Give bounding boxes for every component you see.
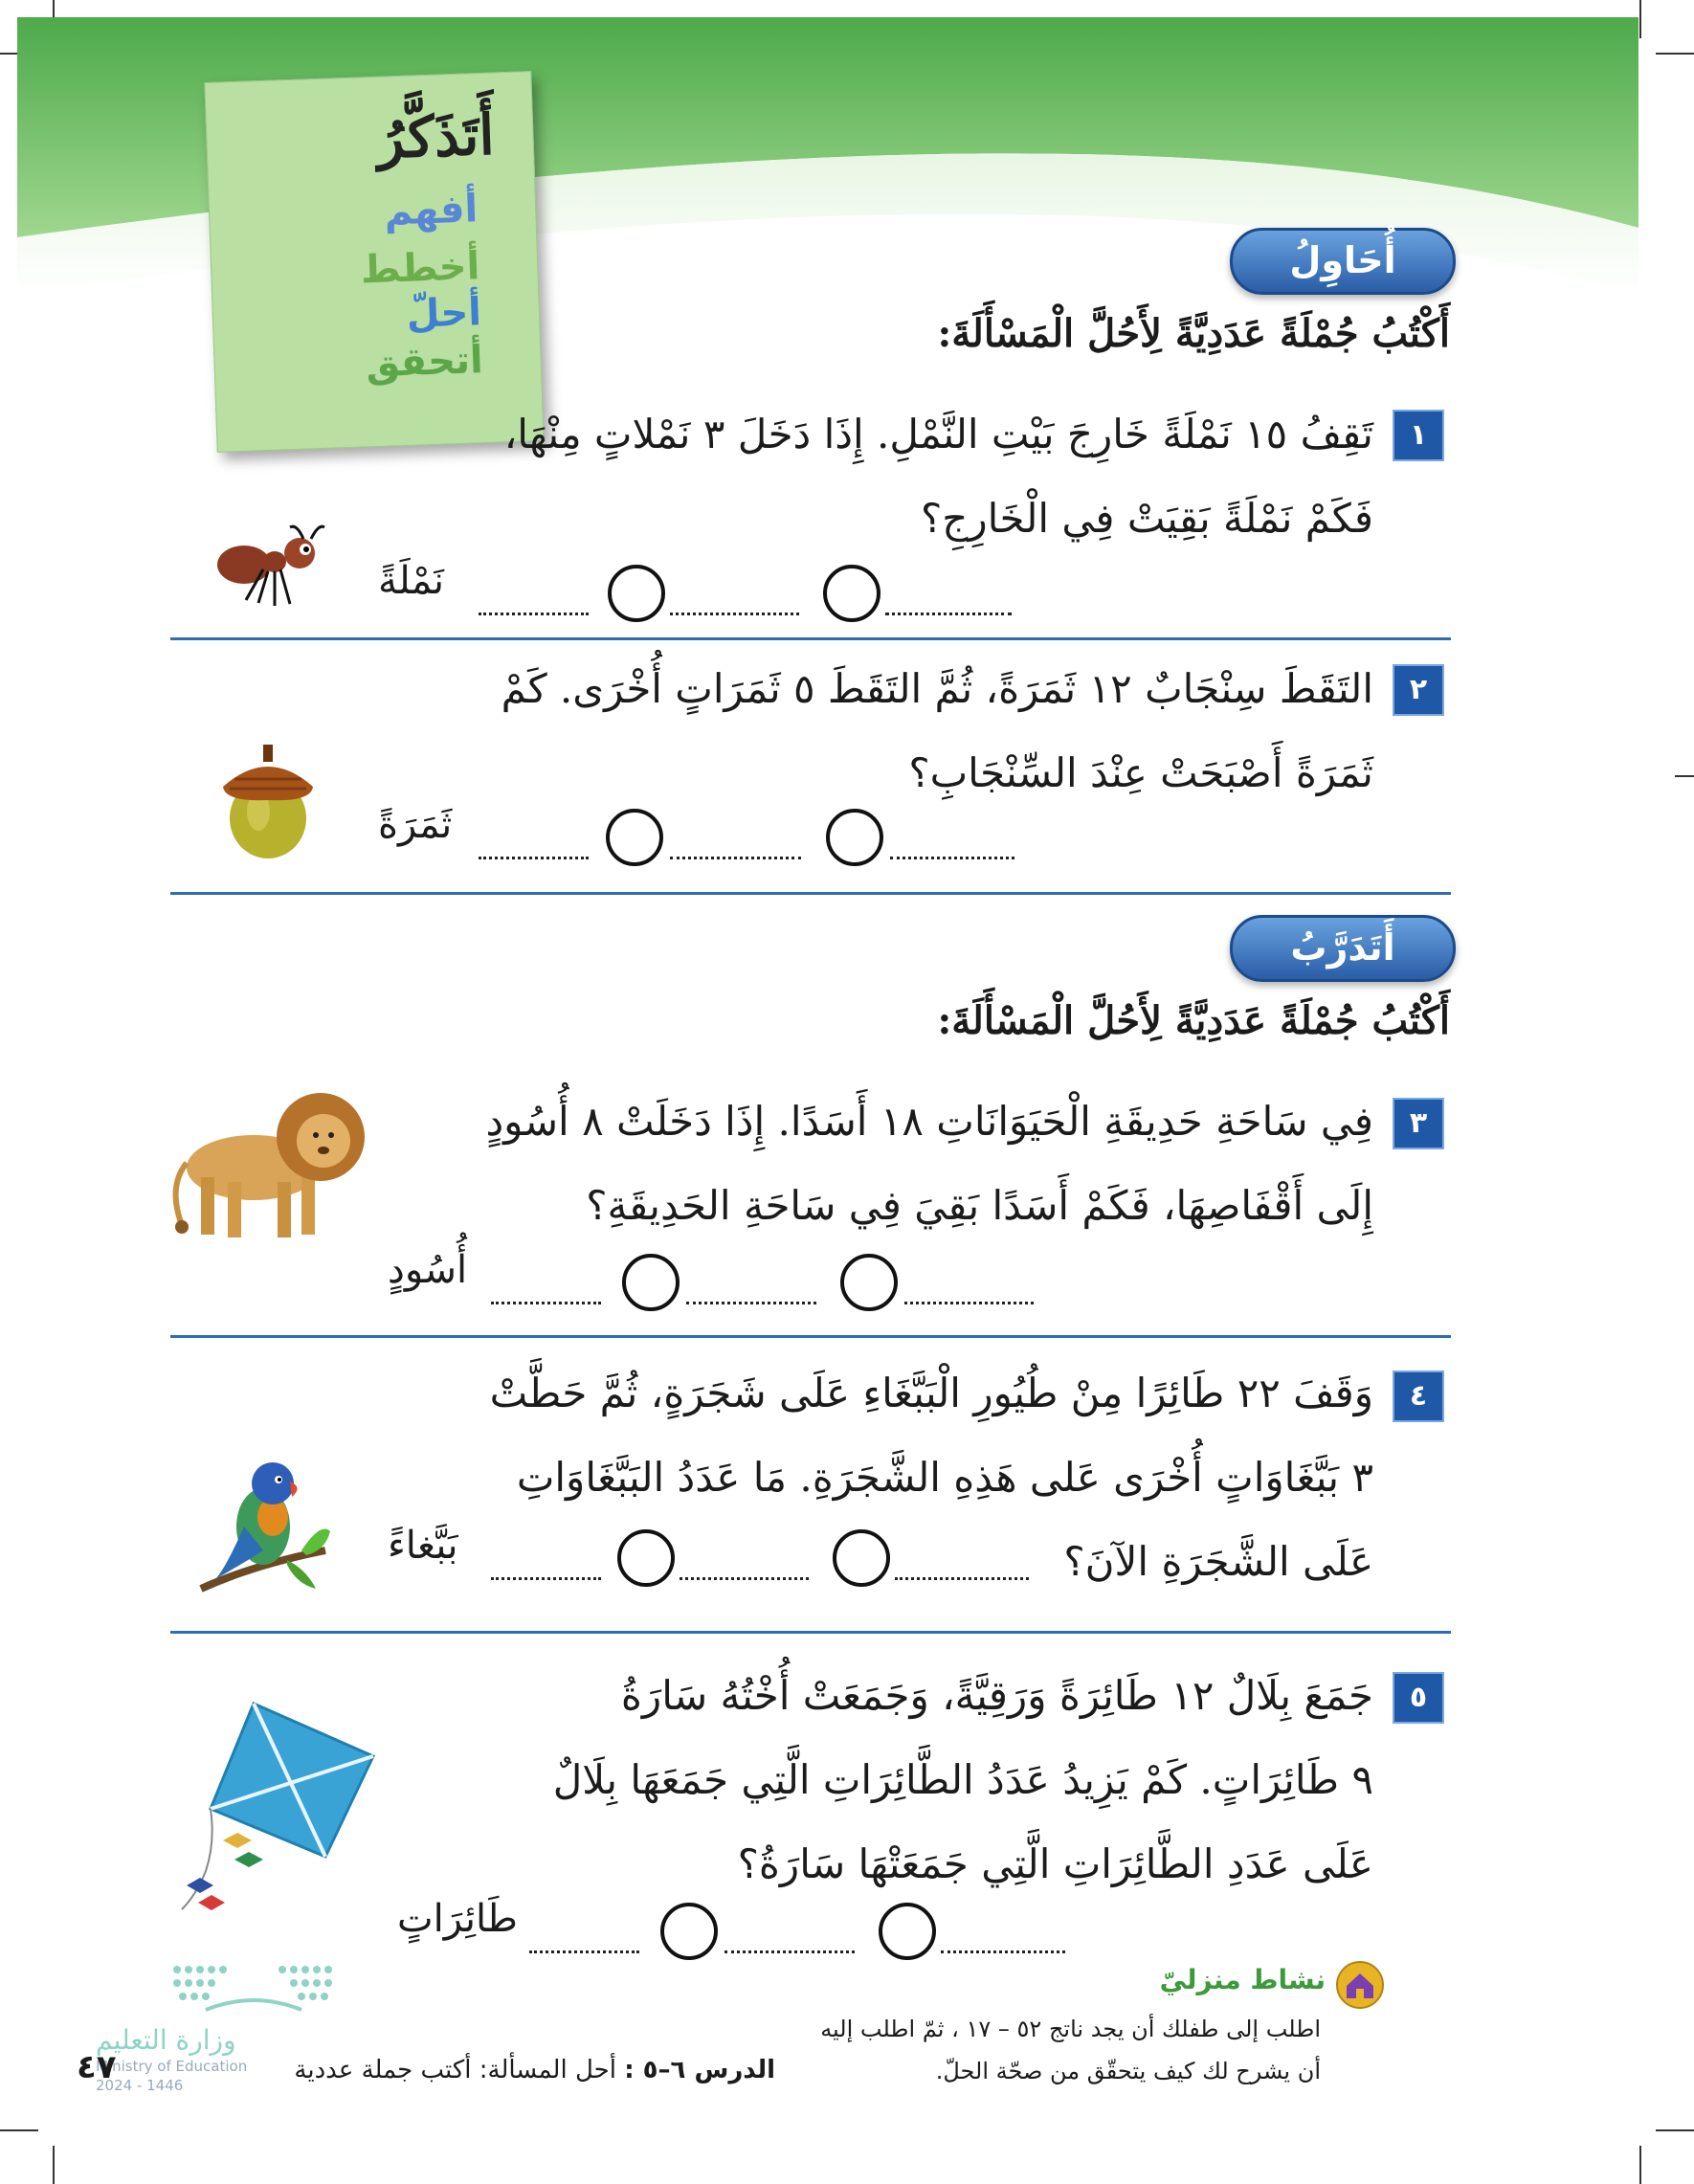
answer-blank[interactable] (670, 857, 801, 859)
parrot-icon (196, 1455, 335, 1598)
operator-circle[interactable] (826, 809, 883, 866)
equals-circle[interactable] (606, 809, 663, 866)
answer-blank[interactable] (890, 857, 1014, 859)
divider (170, 1631, 1451, 1634)
answer-blank[interactable] (479, 857, 589, 859)
try-section-label: أُحَاوِلُ (1230, 228, 1456, 295)
ministry-name-en: Ministry of Education (96, 2058, 248, 2075)
problem-text: فِي سَاحَةِ حَدِيقَةِ الْحَيَوَانَاتِ ١٨ أَسَدًا. إِذَا دَخَلَتْ ٨ أُسُودٍ إِلَى أَقْفَاصِهَا، فَكَمْ أَسَدًا بَقِيَ فِي سَاحَةِ الحَدِيقَةِ؟ (485, 1098, 1373, 1229)
operator-circle[interactable] (833, 1529, 890, 1587)
house-icon (1335, 1960, 1385, 2010)
crop-mark (53, 2146, 55, 2184)
step-understand: أفهم (383, 187, 479, 234)
answer-unit: ثَمَرَةً (378, 803, 453, 847)
answer-blank[interactable] (680, 1577, 809, 1580)
problem-number: ٤ (1393, 1371, 1444, 1422)
problem-text: وَقَفَ ٢٢ طَائِرًا مِنْ طُيُورِ الْبَبَّغَاءِ عَلَى شَجَرَةٍ، ثُمَّ حَطَّتْ ٣ بَبَّغَاوَاتٍ أُخْرَى عَلى هَذِهِ الشَّجَرَةِ. مَا عَدَدُ البَبَّغَاوَاتِ عَلَى الشَّجَرَةِ الآنَ؟ (489, 1370, 1373, 1585)
try-instruction: أَكْتُبُ جُمْلَةً عَدَدِيَّةً لِأَحُلَّ الْمَسْأَلَةَ: (937, 311, 1450, 356)
answer-blank[interactable] (941, 1950, 1065, 1953)
crop-mark (0, 2129, 38, 2131)
answer-unit: بَبَّغاءً (388, 1524, 458, 1568)
crop-mark (1656, 2129, 1694, 2131)
answer-unit: أُسُودٍ (388, 1248, 468, 1292)
answer-blank[interactable] (904, 1302, 1034, 1304)
problem-number: ١ (1393, 410, 1444, 461)
problem-text: تَقِفُ ١٥ نَمْلَةً خَارِجَ بَيْتِ النَّمْلِ. إِذَا دَخَلَ ٣ نَمْلاتٍ مِنْهَا، فَكَمْ نَمْلَةً بَقِيَتْ فِي الْخَارِجِ؟ (503, 411, 1373, 542)
ant-icon (215, 522, 330, 617)
answer-blank[interactable] (724, 1950, 855, 1953)
answer-blank[interactable] (491, 1302, 601, 1304)
crop-mark (1656, 53, 1694, 55)
crop-mark (1639, 2146, 1641, 2184)
answer-row (388, 1248, 1096, 1311)
step-check: أتحقق (365, 338, 484, 387)
ministry-name-ar: وزارة التعليم (96, 2024, 236, 2056)
divider (170, 892, 1451, 895)
operator-circle[interactable] (879, 1903, 936, 1960)
answer-blank[interactable] (895, 1577, 1029, 1580)
answer-row (378, 803, 1086, 866)
lion-icon (163, 1081, 368, 1244)
crop-mark (1639, 0, 1641, 38)
lesson-label: الدرس ٦–٥ : (624, 2056, 775, 2084)
equals-circle[interactable] (617, 1529, 675, 1587)
edition-year: 2024 - 1446 (96, 2077, 184, 2094)
answer-blank[interactable] (686, 1302, 816, 1304)
crop-mark (1675, 775, 1694, 777)
home-activity-text: اطلب إلى طفلك أن يجد ناتج ٥٢ – ١٧ ، ثمّ اطلب إليه أن يشرح لك كيف يتحقّق من صحّة الحلّ. (820, 2016, 1321, 2084)
page-number: ٤٧ (77, 2048, 117, 2086)
practice-section-label: أَتَدَرَّبُ (1230, 915, 1456, 982)
problem-text: جَمَعَ بِلَالٌ ١٢ طَائِرَةً وَرَقِيَّةً، وَجَمَعَتْ أُخْتُهُ سَارَةُ ٩ طَائِرَاتٍ. كَمْ يَزِيدُ عَدَدُ الطَّائِرَاتِ الَّتِي جَمَعَهَا بِلَالٌ عَلَى عَدَدِ الطَّائِرَاتِ الَّتِي جَمَعَتْهَا سَارَةُ؟ (552, 1672, 1373, 1887)
practice-instruction: أَكْتُبُ جُمْلَةً عَدَدِيَّةً لِأَحُلَّ الْمَسْأَلَةَ: (937, 998, 1450, 1043)
answer-row (397, 1897, 1105, 1960)
divider (170, 637, 1451, 640)
answer-blank[interactable] (479, 613, 589, 615)
acorn-icon (215, 737, 321, 861)
kite-icon (177, 1699, 383, 1928)
ministry-logo (167, 1950, 345, 2027)
answer-blank[interactable] (529, 1950, 639, 1953)
operator-circle[interactable] (840, 1254, 898, 1311)
answer-unit: طَائِرَاتٍ (397, 1897, 518, 1941)
step-plan: أخطط (360, 244, 481, 293)
answer-row (388, 1524, 1096, 1587)
lesson-footer (278, 2056, 775, 2084)
operator-circle[interactable] (823, 565, 880, 622)
lesson-title: أحل المسألة: أكتب جملة عددية (294, 2056, 616, 2084)
equals-circle[interactable] (622, 1254, 680, 1311)
problem-number: ٣ (1393, 1098, 1444, 1149)
remember-title: أَتَذَكَّرُ (375, 101, 496, 171)
answer-blank[interactable] (885, 613, 1012, 615)
problem-number: ٢ (1393, 664, 1444, 716)
home-activity-title: نشاط منزليّ (1159, 1964, 1326, 1995)
answer-blank[interactable] (491, 1577, 601, 1580)
problem-number: ٥ (1393, 1672, 1444, 1724)
problem-text: التَقَطَ سِنْجَابٌ ١٢ ثَمَرَةً، ثُمَّ التَقَطَ ٥ ثَمَرَاتٍ أُخْرَى. كَمْ ثَمَرَةً أَصْبَحَتْ عِنْدَ السِّنْجَابِ؟ (501, 665, 1373, 796)
equals-circle[interactable] (608, 565, 665, 622)
answer-unit: نَمْلَةً (378, 559, 444, 603)
answer-blank[interactable] (670, 613, 799, 615)
step-solve: أحلّ (405, 290, 482, 337)
divider (170, 1335, 1451, 1338)
answer-row (378, 559, 1086, 622)
equals-circle[interactable] (660, 1903, 718, 1960)
